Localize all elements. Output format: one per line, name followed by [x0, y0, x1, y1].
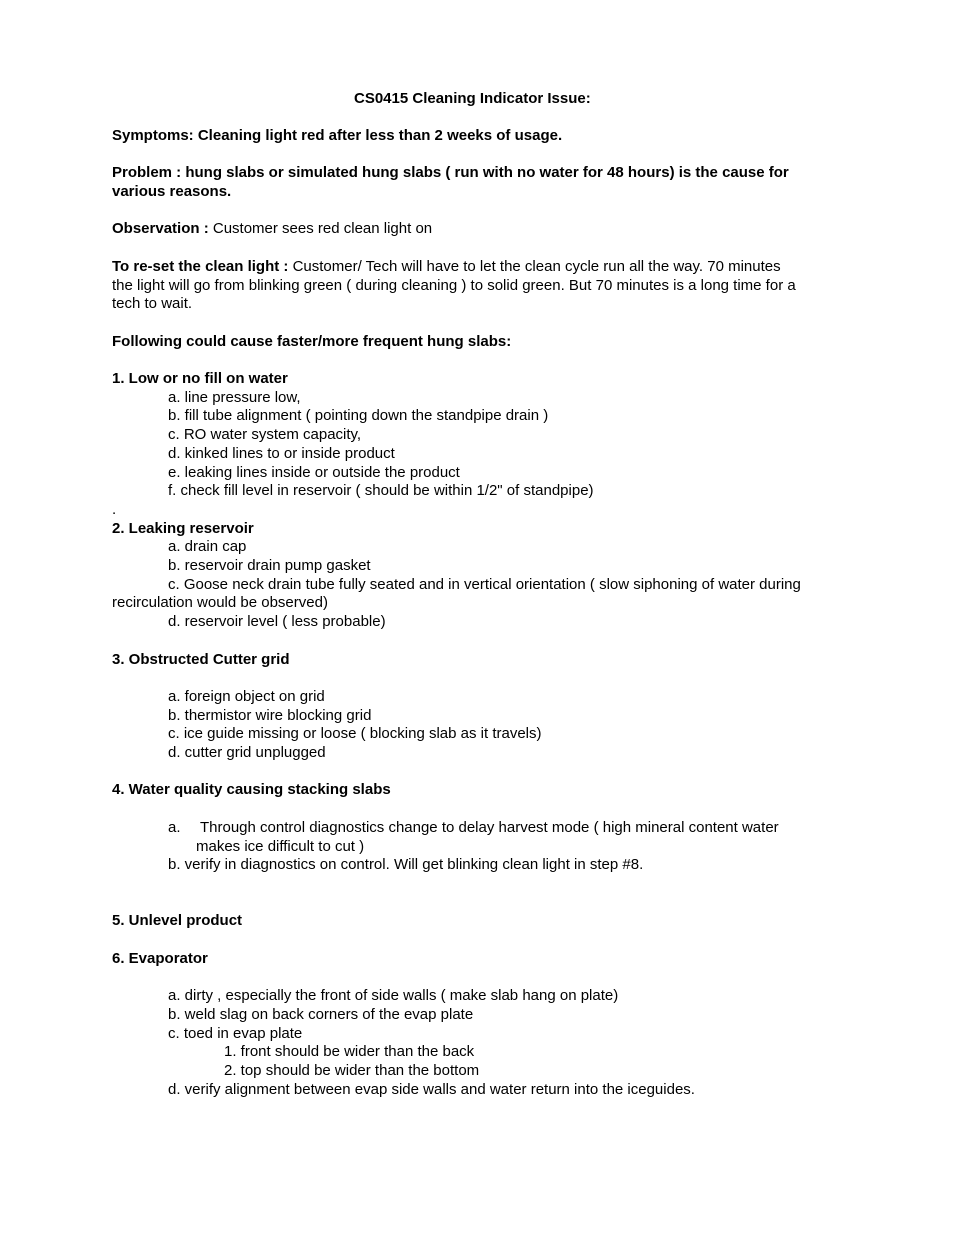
list-item: a. line pressure low, [168, 389, 301, 406]
following-heading: Following could cause faster/more frequent hung slabs: [112, 333, 512, 350]
list-item: c. ice guide missing or loose ( blocking slab as it travels) [168, 725, 542, 742]
list-item: f. check fill level in reservoir ( should be within 1/2" of standpipe) [168, 482, 594, 499]
list-item: b. fill tube alignment ( pointing down the standpipe drain ) [168, 407, 549, 424]
sub-list-item: 1. front should be wider than the back [224, 1043, 475, 1060]
reset-line-3: tech to wait. [112, 295, 193, 312]
symptoms-line: Symptoms: Cleaning light red after less than 2 weeks of usage. [112, 127, 563, 144]
list-item: b. weld slag on back corners of the evap plate [168, 1006, 474, 1023]
list-item-continuation: recirculation would be observed) [112, 594, 328, 611]
section-6-heading: 6. Evaporator [112, 950, 208, 967]
list-item-continuation: makes ice difficult to cut ) [196, 838, 365, 855]
list-item: e. leaking lines inside or outside the product [168, 464, 460, 481]
section-4-heading: 4. Water quality causing stacking slabs [112, 781, 391, 798]
problem-line-2: various reasons. [112, 183, 232, 200]
list-item-marker: a. [168, 819, 181, 836]
reset-text: Customer/ Tech will have to let the clean cycle run all the way. 70 minutes [288, 258, 781, 275]
list-item: b. reservoir drain pump gasket [168, 557, 371, 574]
list-item: b. thermistor wire blocking grid [168, 707, 372, 724]
list-item: c. RO water system capacity, [168, 426, 362, 443]
list-item: a. foreign object on grid [168, 688, 325, 705]
section-5-heading: 5. Unlevel product [112, 912, 243, 929]
section-3-heading: 3. Obstructed Cutter grid [112, 651, 290, 668]
list-item: d. reservoir level ( less probable) [168, 613, 386, 630]
document-title: CS0415 Cleaning Indicator Issue: [354, 90, 591, 107]
reset-line-1 [112, 258, 781, 276]
list-item: d. kinked lines to or inside product [168, 445, 395, 462]
list-item: Through control diagnostics change to delay harvest mode ( high mineral content water [200, 819, 779, 836]
observation-text: Customer sees red clean light on [208, 220, 433, 237]
problem-line-1: Problem : hung slabs or simulated hung slabs ( run with no water for 48 hours) is the cause for [112, 164, 789, 181]
list-item: a. drain cap [168, 538, 247, 555]
list-item: d. verify alignment between evap side walls and water return into the iceguides. [168, 1081, 695, 1098]
sub-list-item: 2. top should be wider than the bottom [224, 1062, 480, 1079]
list-item: c. toed in evap plate [168, 1025, 303, 1042]
list-item: d. cutter grid unplugged [168, 744, 326, 761]
observation-label: Observation : [112, 220, 209, 237]
reset-label: To re-set the clean light : [112, 258, 289, 275]
stray-dot: . [112, 501, 117, 518]
section-1-heading: 1. Low or no fill on water [112, 370, 288, 387]
section-2-heading: 2. Leaking reservoir [112, 520, 254, 537]
list-item: a. dirty , especially the front of side walls ( make slab hang on plate) [168, 987, 619, 1004]
list-item: c. Goose neck drain tube fully seated and in vertical orientation ( slow siphoning of water during [168, 576, 801, 593]
observation-line [112, 220, 432, 238]
list-item: b. verify in diagnostics on control. Will get blinking clean light in step #8. [168, 856, 644, 873]
reset-line-2: the light will go from blinking green ( during cleaning ) to solid green. But 70 minutes is a long time for a [112, 277, 796, 294]
